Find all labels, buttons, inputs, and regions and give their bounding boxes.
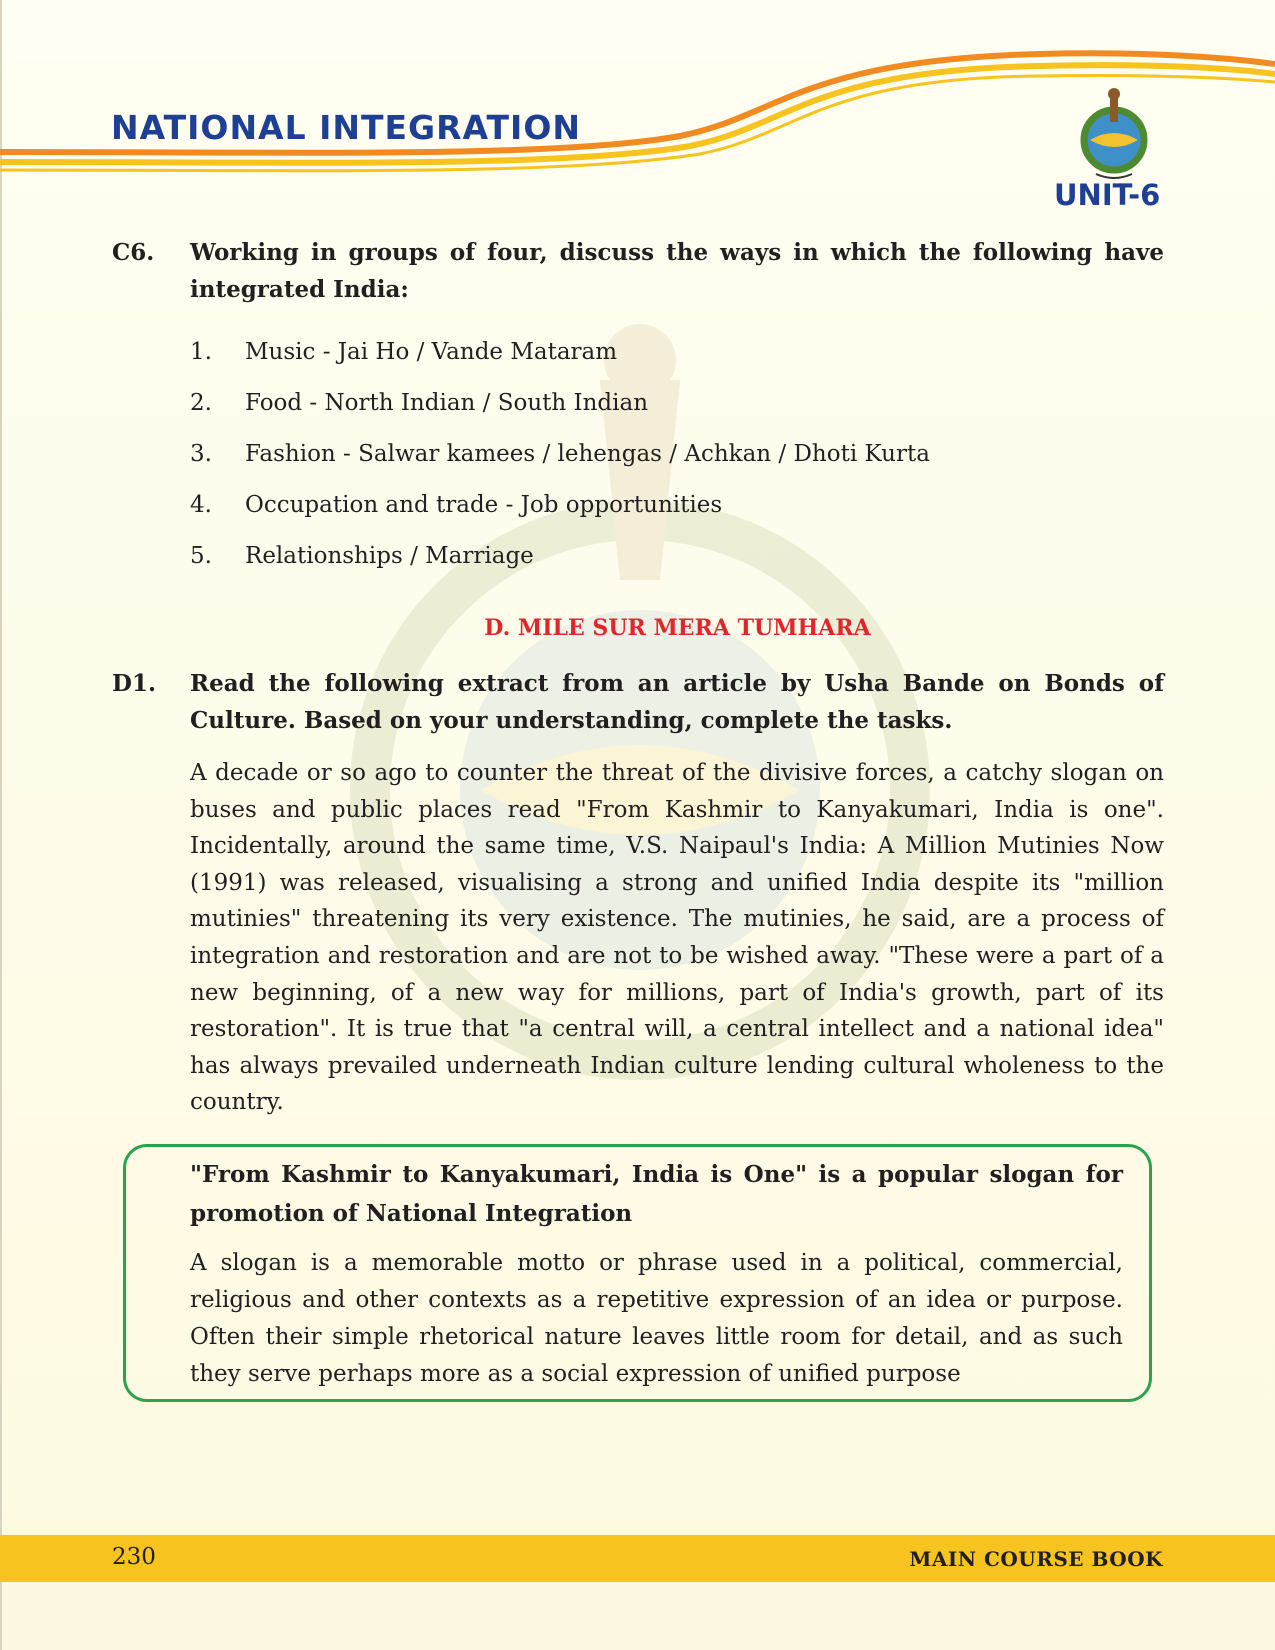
question-prompt: Read the following extract from an article by Usha Bande on Bonds of Culture. Based on your understanding, complete the tasks. <box>190 670 1164 734</box>
c6-item-list <box>190 337 930 592</box>
callout-heading: "From Kashmir to Kanyakumari, India is One" is a popular slogan for promotion of National Integration <box>190 1161 1123 1227</box>
book-title: MAIN COURSE BOOK <box>909 1547 1163 1571</box>
list-item: 2. Food - North Indian / South Indian <box>190 390 649 416</box>
left-margin-rule <box>0 0 2 1650</box>
extract-passage: A decade or so ago to counter the threat of the divisive forces, a catchy slogan on buses and public places read "From Kashmir to Kanyakumari, India is one". Incidentally, around the same time, V.S. Naipaul's India: A Million Mutinies Now (1991) was released, visualising a strong and unified India despite its "million mutinies" threatening its very existence. The mutinies, he said, are a process of integration and restoration and are not to be wished away. "These were a part of a new beginning, of a new way for millions, part of India's growth, part of its restoration". It is true that "a central will, a central intellect and a national idea" has always prevailed underneath Indian culture lending cultural wholeness to the country. <box>190 760 1164 1116</box>
school-emblem-icon <box>1066 86 1162 182</box>
callout-text: A slogan is a memorable motto or phrase used in a political, commercial, religious and other contexts as a repetitive expression of an idea or purpose. Often their simple rhetorical nature leaves little room for detail, and as such they serve perhaps more as a social expression of unified purpose <box>190 1250 1123 1387</box>
question-prompt: Working in groups of four, discuss the ways in which the following have integrated India: <box>190 239 1164 303</box>
question-number: C6. <box>112 239 155 266</box>
chapter-title: NATIONAL INTEGRATION <box>111 108 581 147</box>
list-item: 5. Relationships / Marriage <box>190 543 534 569</box>
question-c6 <box>112 234 1164 308</box>
list-item: 4. Occupation and trade - Job opportunities <box>190 492 723 518</box>
question-d1 <box>112 665 1164 739</box>
list-item: 3. Fashion - Salwar kamees / lehengas / Achkan / Dhoti Kurta <box>190 441 930 467</box>
page-number: 230 <box>112 1544 156 1570</box>
list-item: 1. Music - Jai Ho / Vande Mataram <box>190 339 618 365</box>
section-heading: D. MILE SUR MERA TUMHARA <box>484 615 871 641</box>
unit-label: UNIT-6 <box>1054 178 1161 212</box>
question-number: D1. <box>112 670 156 697</box>
